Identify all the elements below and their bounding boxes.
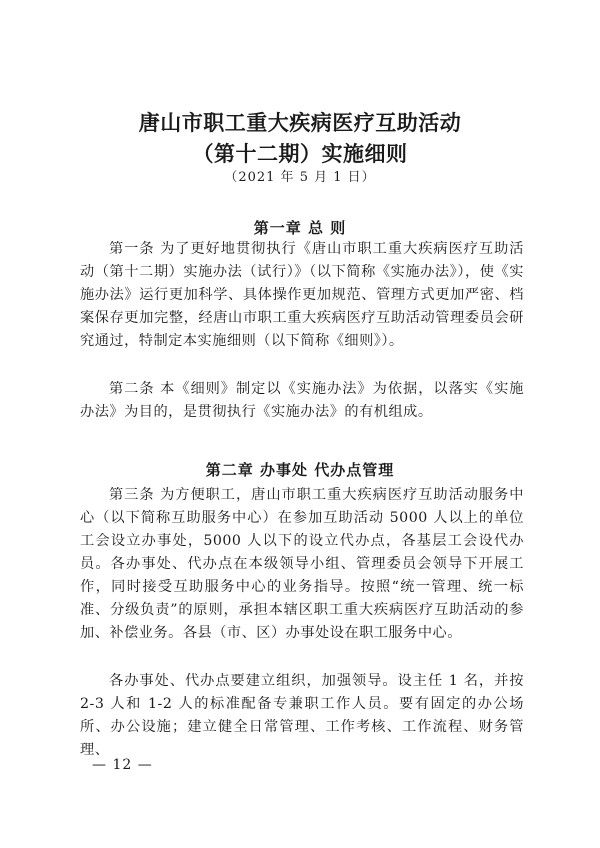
page-number: — 12 — [92,757,153,773]
document-title-line1: 唐山市职工重大疾病医疗互助活动 [138,110,462,135]
article-1-lead: 第一条 [109,241,155,257]
article-2 [80,378,524,424]
article-1 [80,238,524,353]
document-date: （2021 年 5 月 1 日） [224,170,376,185]
article-2-lead: 第二条 [109,381,155,397]
article-3-text: 为方便职工，唐山市职工重大疾病医疗互助活动服务中心（以下简称互助服务中心）在参加互助活动 5000 人以上的单位工会设立办事处，5000 人以下的设立代办点，各基层工会设代办员。各办事处、代办点在本级领导小组、管理委员会领导下开展工作，同时接受互助服务中心的业务指导。按照“统一管理、统一标准、分级负责”的原则，承担本辖区职工重大疾病医疗互助活动的参加、补偿业务。各县（市、区）办事处设在职工服务中心。 [80,487,524,641]
article-3-lead: 第三条 [109,487,155,503]
article-2-text: 本《细则》制定以《实施办法》为依据，以落实《实施办法》为目的，是贯彻执行《实施办法》的有机组成。 [80,381,524,420]
continuation-paragraph: 各办事处、代办点要建立组织，加强领导。设主任 1 名，并按 2-3 人和 1-2 人的标准配备专兼职工作人员。要有固定的办公场所、办公设施；建立健全日常管理、工作考核、工作流程、财务管理、 [80,673,524,758]
chapter-heading-2: 第二章 办事处 代办点管理 [205,461,395,479]
article-3 [80,484,524,645]
document-title-line2: （第十二期）实施细则 [192,141,408,166]
chapter-heading-1: 第一章 总 则 [253,219,347,237]
article-1-text: 为了更好地贯彻执行《唐山市职工重大疾病医疗互助活动（第十二期）实施办法（试行）》（以下简称《实施办法》），使《实施办法》运行更加科学、具体操作更加规范、管理方式更加严密、档案保存更加完整，经唐山市职工重大疾病医疗互助活动管理委员会研究通过，特制定本实施细则（以下简称《细则》）。 [80,241,524,349]
